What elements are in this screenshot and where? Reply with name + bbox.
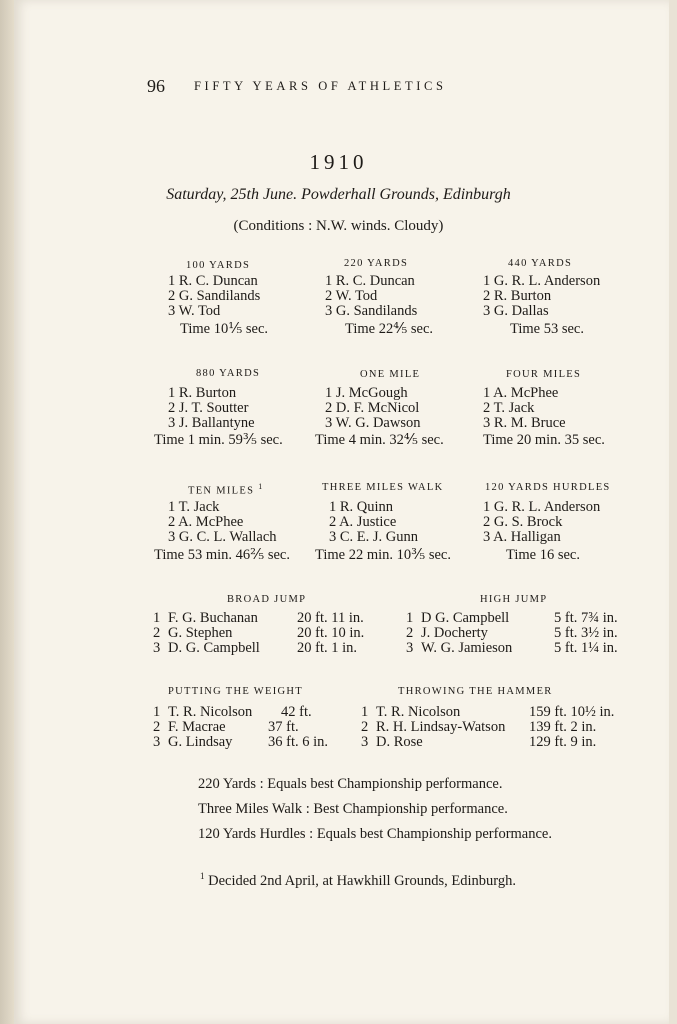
event-title-100-yards: 100 YARDS	[186, 260, 251, 271]
result-hurdles-2: 2 G. S. Brock	[483, 514, 563, 530]
event-title-throwing-hammer: THROWING THE HAMMER	[398, 686, 553, 697]
page-number: 96	[147, 76, 165, 96]
event-title-broad-jump: BROAD JUMP	[227, 594, 307, 605]
broad-jump-name-3: D. G. Campbell	[168, 640, 260, 656]
venue-line: Saturday, 25th June. Powderhall Grounds, Edinburgh	[166, 186, 511, 203]
result-100-yards-3: 3 W. Tod	[168, 303, 221, 319]
note-120-yards-hurdles: 120 Yards Hurdles : Equals best Championship performance.	[198, 826, 552, 842]
high-jump-place-3: 3	[406, 640, 414, 656]
time-100-yards: Time 10⅕ sec.	[180, 321, 269, 337]
event-title-four-miles: FOUR MILES	[506, 369, 582, 380]
result-100-yards-2: 2 G. Sandilands	[168, 288, 261, 304]
conditions-line: (Conditions : N.W. winds. Cloudy)	[233, 218, 444, 234]
result-hurdles-3: 3 A. Halligan	[483, 529, 561, 545]
broad-jump-mark-1: 20 ft. 11 in.	[297, 610, 364, 626]
hammer-name-1: T. R. Nicolson	[376, 704, 461, 720]
result-220-yards-3: 3 G. Sandilands	[325, 303, 418, 319]
event-title-one-mile: ONE MILE	[360, 369, 421, 380]
hammer-mark-2: 139 ft. 2 in.	[529, 719, 597, 735]
broad-jump-name-1: F. G. Buchanan	[168, 610, 258, 626]
hammer-mark-3: 129 ft. 9 in.	[529, 734, 597, 750]
weight-name-2: F. Macrae	[168, 719, 226, 735]
event-title-120-yards-hurdles: 120 YARDS HURDLES	[485, 482, 611, 493]
broad-jump-mark-2: 20 ft. 10 in.	[297, 625, 365, 641]
footnote-text: Decided 2nd April, at Hawkhill Grounds, Edinburgh.	[208, 872, 516, 889]
high-jump-mark-3: 5 ft. 1¼ in.	[554, 640, 618, 656]
hammer-place-3: 3	[361, 734, 369, 750]
high-jump-place-2: 2	[406, 625, 414, 641]
broad-jump-mark-3: 20 ft. 1 in.	[297, 640, 358, 656]
note-three-miles-walk: Three Miles Walk : Best Championship performance.	[198, 801, 508, 817]
time-walk: Time 22 min. 10⅗ sec.	[315, 547, 451, 563]
running-head: FIFTY YEARS OF ATHLETICS	[194, 79, 447, 93]
time-220-yards: Time 22⅘ sec.	[345, 321, 434, 337]
result-four-miles-3: 3 R. M. Bruce	[483, 415, 566, 431]
broad-jump-name-2: G. Stephen	[168, 625, 233, 641]
result-ten-miles-3: 3 G. C. L. Wallach	[168, 529, 277, 545]
year-heading: 1910	[309, 150, 368, 174]
result-880-yards-1: 1 R. Burton	[168, 385, 237, 401]
result-100-yards-1: 1 R. C. Duncan	[168, 273, 258, 289]
weight-mark-2: 37 ft.	[268, 719, 299, 735]
high-jump-name-2: J. Docherty	[421, 625, 488, 641]
time-hurdles: Time 16 sec.	[506, 547, 580, 563]
result-one-mile-3: 3 W. G. Dawson	[325, 415, 421, 431]
result-hurdles-1: 1 G. R. L. Anderson	[483, 499, 601, 515]
hammer-place-2: 2	[361, 719, 369, 735]
result-440-yards-3: 3 G. Dallas	[483, 303, 549, 319]
result-walk-1: 1 R. Quinn	[329, 499, 394, 515]
event-title-putting-weight: PUTTING THE WEIGHT	[168, 686, 303, 697]
result-one-mile-2: 2 D. F. McNicol	[325, 400, 420, 416]
result-ten-miles-1: 1 T. Jack	[168, 499, 220, 515]
weight-name-3: G. Lindsay	[168, 734, 233, 750]
hammer-place-1: 1	[361, 704, 369, 720]
time-one-mile: Time 4 min. 32⅘ sec.	[315, 432, 444, 448]
time-ten-miles: Time 53 min. 46⅖ sec.	[154, 547, 290, 563]
footnote-number: 1	[200, 871, 205, 881]
result-four-miles-1: 1 A. McPhee	[483, 385, 559, 401]
weight-place-1: 1	[153, 704, 161, 720]
weight-place-2: 2	[153, 719, 161, 735]
hammer-mark-1: 159 ft. 10½ in.	[529, 704, 615, 720]
result-440-yards-1: 1 G. R. L. Anderson	[483, 273, 601, 289]
ten-miles-label: TEN MILES	[188, 485, 255, 497]
weight-mark-1: 42 ft.	[281, 704, 312, 720]
result-220-yards-1: 1 R. C. Duncan	[325, 273, 415, 289]
weight-place-3: 3	[153, 734, 161, 750]
weight-mark-3: 36 ft. 6 in.	[268, 734, 329, 750]
high-jump-mark-2: 5 ft. 3½ in.	[554, 625, 618, 641]
event-title-220-yards: 220 YARDS	[344, 258, 409, 269]
time-four-miles: Time 20 min. 35 sec.	[483, 432, 605, 448]
high-jump-mark-1: 5 ft. 7¾ in.	[554, 610, 618, 626]
result-walk-2: 2 A. Justice	[329, 514, 397, 530]
high-jump-name-1: D G. Campbell	[421, 610, 510, 626]
weight-name-1: T. R. Nicolson	[168, 704, 253, 720]
event-title-three-miles-walk: THREE MILES WALK	[322, 482, 444, 493]
result-walk-3: 3 C. E. J. Gunn	[329, 529, 419, 545]
note-220-yards: 220 Yards : Equals best Championship performance.	[198, 776, 503, 792]
high-jump-name-3: W. G. Jamieson	[421, 640, 513, 656]
result-one-mile-1: 1 J. McGough	[325, 385, 408, 401]
time-440-yards: Time 53 sec.	[510, 321, 584, 337]
event-title-high-jump: HIGH JUMP	[480, 594, 548, 605]
footnote-marker: 1	[258, 482, 264, 491]
broad-jump-place-2: 2	[153, 625, 161, 641]
event-title-880-yards: 880 YARDS	[196, 368, 261, 379]
broad-jump-place-1: 1	[153, 610, 161, 626]
time-880-yards: Time 1 min. 59⅗ sec.	[154, 432, 283, 448]
result-880-yards-3: 3 J. Ballantyne	[168, 415, 255, 431]
high-jump-place-1: 1	[406, 610, 414, 626]
event-title-440-yards: 440 YARDS	[508, 258, 573, 269]
result-four-miles-2: 2 T. Jack	[483, 400, 535, 416]
result-880-yards-2: 2 J. T. Soutter	[168, 400, 249, 416]
footnote	[200, 871, 516, 890]
result-ten-miles-2: 2 A. McPhee	[168, 514, 244, 530]
hammer-name-3: D. Rose	[376, 734, 423, 750]
broad-jump-place-3: 3	[153, 640, 161, 656]
result-440-yards-2: 2 R. Burton	[483, 288, 552, 304]
result-220-yards-2: 2 W. Tod	[325, 288, 378, 304]
event-title-ten-miles	[188, 482, 264, 497]
hammer-name-2: R. H. Lindsay-Watson	[376, 719, 506, 735]
